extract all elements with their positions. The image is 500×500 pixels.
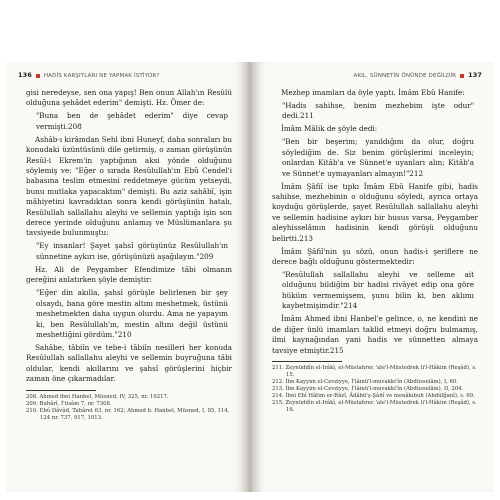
paragraph: İmâm Şâfiî'nin şu sözü, onun hadis-i şeriflere ne derece bağlı olduğunu göstermektedir: (272, 246, 478, 267)
paragraph: Sahâbe, tâbiîn ve tebe-i tâbiîn nesilleri her konuda Resûlullah sallallahu aleyhi ve sellemin buyruğuna tâbi oldular, kendi akıllarını ve şahsî görüşlerini hiçbir zaman öne çıkarmadılar. (26, 342, 232, 384)
footnote: 213. İbn Kayyim el-Cevziyye, İ'lâmü'l-muvakki'în (Abdüsselâm), II, 204. (272, 386, 464, 393)
left-footnotes (26, 394, 232, 422)
paragraph: İmâm Şâfiî ise tıpkı İmâm Ebû Hanife gibi, hadis sahihse, mezhebinin o olduğunu söyledi, ayrıca ortaya koyduğu görüşlerde, şayet Resûlullah sallallahu aleyhi ve sellemin hadisine aykırı bir husus varsa, Peygamber aleyhisselâmın hadisinin kendi görüşü olduğunu belirtti.213 (272, 181, 478, 243)
quote-paragraph: "Ben bir beşerim; yanıldığım da olur, doğru söylediğim de. Siz benim görüşlerimi inceleyin; onlardan Kitâb'a ve Sünnet'e uyanları alın; Kitâb'a ve Sünnet'e uymayanları almayın!"212 (282, 137, 474, 178)
quote-paragraph: "Buna ben de şehâdet ederim" diye cevap vermişti.208 (36, 111, 228, 131)
paragraph: gisi neredeyse, sen ona yapış! Ben onun Allah'ın Resûlü olduğuna şehâdet ederim" demişti. Hz. Ömer de: (26, 88, 232, 108)
quote-paragraph: "Resûlullah sallallahu aleyhi ve selleme ait olduğunu bildiğim bir hadisi rivâyet edip ona göre hüküm vermemişsem, şunu bilin ki, ben aklımı kaybetmişimdir."214 (282, 270, 474, 311)
right-footnotes (272, 365, 478, 415)
paragraph: İmâm Ahmed ibni Hanbel'e gelince, o, ne kendini ne de diğer ünlü imamları taklid etmeyi doğru bulmamış, ilmi kaynağından yani hadis ve sünnetten almaya tavsiye etmiştir.215 (272, 314, 478, 355)
paragraph: Ashâb-ı kirâmdan Sehl ibni Huneyf, daha sonraları bu konudaki üzüntüsünü dile getirmiş, o zaman görüşünün Resûl-i Ekrem'in yaptığının aksi yönde olduğunu söylemiş ve: "Eğer o sırada Resûlullah'ın Ebû Cendel'i babasına teslim etmesini reddetmeye gücüm yetseydi, bunu mutlaka yapacaktım" demişti. Bu aziz sahâbî, işin mâhiyetini kavradıktan sonra kendi görüşünün hatalı, Resûlullah sallallahu aleyhi ve sellemin yaptığı işin son derece yerinde olduğunu anlamış ve Müslümanlara şu tavsiyede bulunmuştu: (26, 134, 232, 238)
header-square-icon (36, 74, 40, 78)
footnote-divider (26, 390, 96, 391)
right-page (254, 62, 494, 492)
quote-paragraph: "Eğer din akılla, şahsî görüşle belirlenen bir şey olsaydı, bana göre mestin altını meshetmek, üstünü meshetmekten daha uygun olurdu. Ama ne yapayım ki, ben Resûlullah'ın, mestin altını değil üstünü meshettiğini gördüm."210 (36, 288, 228, 339)
left-page-number: 136 (18, 71, 32, 79)
book-spine (246, 62, 254, 492)
right-page-number: 137 (468, 71, 482, 79)
quote-paragraph: "Ey insanlar! Şayet şahsî görüşünüz Resûlullah'ın sünnetine aykırı ise, görüşünüzü aşağılayın."209 (36, 241, 228, 261)
right-page-header (264, 70, 482, 80)
left-page-header (18, 70, 234, 80)
left-page-body (26, 88, 232, 422)
paragraph: Hz. Ali de Peygamber Efendimize tâbi olmanın gereğini anlatırken şöyle demiştir: (26, 264, 232, 285)
quote-paragraph: "Hadis sahihse, benim mezhebim işte odur" dedi.211 (282, 101, 474, 121)
footnote-divider (272, 361, 342, 362)
left-page (6, 62, 246, 492)
footnote: 215. Zeynüddîn el-Irâkî, el-Müstahrec 'ale'l-Müstedrek li'l-Hâkim (Reşâd), s. 16. (272, 400, 477, 414)
footnote: 208. Ahmed ibni Hanbel, Müsned, IV, 325, nr. 19217. (26, 393, 169, 400)
footnote: 212. İbn Kayyim el-Cevziyye, İ'lâmü'l-muvakki'în (Abdüsselâm), I, 60. (272, 379, 458, 386)
left-running-head: HADİS KARŞITLARI NE YAPMAK İSTİYOR? (43, 73, 160, 79)
footnote: 209. Buhârî, İ'tisâm 7, nr. 7308. (26, 400, 112, 407)
footnote: 211. Zeynüddîn el-Irâkî, el-Müstahrec 'ale'l-Müstedrek li'l-Hâkim (Reşâd), s. 15. (272, 364, 477, 378)
right-page-body (272, 88, 478, 415)
footnote: 210. Ebû Dâvûd, Tahâret 63, nr. 162; Ahmed b. Hanbel, Müsned, I, 95, 114, 124 nr. 737, 917, 1013. (26, 407, 230, 421)
footnote: 214. İbni Ebî Hâtim er-Râzî, Âdâbü'ş-Şâfiî ve menâkıbuh (Abdülğanî), s. 69. (272, 393, 475, 400)
paragraph: Mezhep imamları da öyle yaptı. İmâm Ebû Hanife: (281, 88, 465, 97)
right-running-head: AKIL, SÜNNETİN ÖNÜNDE DEĞİLDİR (353, 73, 457, 79)
header-square-icon (460, 74, 464, 78)
paragraph: İmâm Mâlik de şöyle dedi: (281, 124, 378, 134)
